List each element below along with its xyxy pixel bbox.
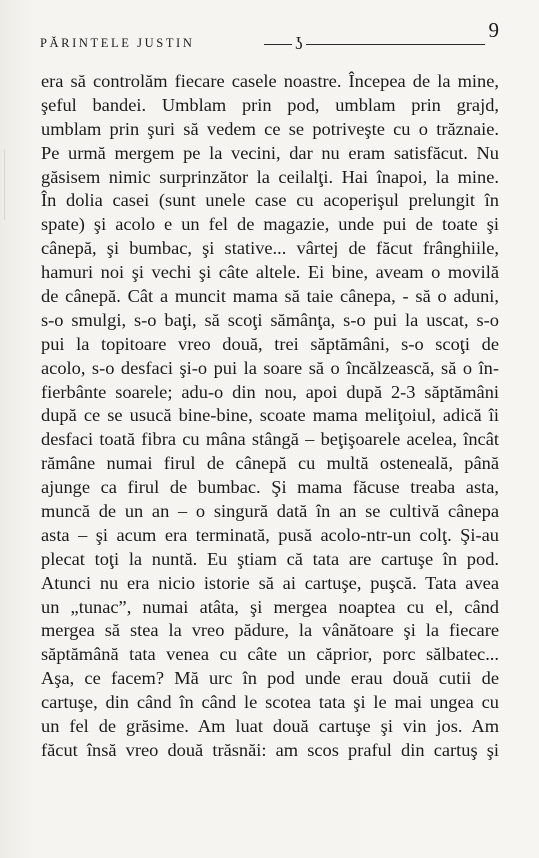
text-line: acolo, s-o desfaci şi-o pui la soare să o încălzească, să o în-	[41, 357, 499, 378]
text-line: de cânepă. Cât a muncit mama să taie cânepa, - să o aduni,	[41, 286, 499, 307]
body-text	[41, 70, 499, 763]
page-header	[40, 14, 499, 54]
text-line: asta – şi acum era terminată, pusă acolo-ntr-un colţ. Şi-au	[41, 524, 499, 545]
text-line: fierbânte soarele; adu-o din nou, apoi după 2-3 săptămâni	[41, 381, 499, 402]
text-line: umblam prin şuri să vedem ce se potriveşte cu o trăznaie.	[41, 118, 499, 139]
text-line: desfaci toată fibra cu mâna stângă – beţişoarele acelea, încât	[41, 429, 499, 450]
text-line: cânepă, şi bumbac, şi stative... vârtej de făcut frânghiile,	[41, 238, 499, 259]
text-line: săptămână tata venea cu câte un căprior, porc sălbatec...	[41, 644, 499, 665]
page-number: 9	[488, 18, 499, 42]
text-line: Aşa, ce facem? Mă urc în pod unde erau două cutii de	[41, 668, 499, 689]
text-line: şeful bandei. Umblam prin pod, umblam prin grajd,	[41, 94, 499, 115]
text-line: făcut însă vreo două trăsnăi: am scos praful din cartuş şi	[41, 739, 499, 760]
text-line: Atunci nu era nicio istorie să ai cartuşe, puşcă. Tata avea	[41, 572, 499, 593]
text-line: rămâne numai firul de cânepă cu multă osteneală, până	[41, 453, 499, 474]
text-line: pui la topitoare vreo două, trei săptămâni, s-o scoţi de	[41, 333, 499, 354]
margin-shadow	[4, 150, 11, 220]
running-head: PĂRINTELE JUSTIN	[40, 36, 195, 50]
text-line: mergea să stea la vreo pădure, la vânătoare şi la fiecare	[41, 620, 499, 641]
ornament-icon: ʖ	[292, 35, 306, 52]
text-line: plecat toţi la nuntă. Eu ştiam că tata are cartuşe în pod.	[41, 548, 499, 569]
text-line: ajunge ca firul de bumbac. Şi mama făcuse treaba asta,	[41, 477, 499, 498]
text-line: un fel de grăsime. Am luat două cartuşe şi vin jos. Am	[41, 716, 499, 737]
text-line: cartuşe, din când în când le scotea tata şi le mai ungea cu	[41, 692, 499, 713]
text-line: un „tunac”, numai atâta, şi mergea noaptea cu el, când	[41, 596, 499, 617]
text-line: În dolia casei (sunt unele case cu acoperişul prelungit în	[41, 190, 499, 211]
text-line: Pe urmă mergem pe la vecini, dar nu eram satisfăcut. Nu	[41, 142, 499, 163]
text-line: muncă de un an – o singură dată în an se cultivă cânepa	[41, 501, 499, 522]
text-line: hamuri noi şi vechi şi câte altele. Ei bine, aveam o movilă	[41, 262, 499, 283]
text-line: era să controlăm fiecare casele noastre. Începea de la mine,	[41, 71, 499, 91]
text-line: spate) şi acolo e un fel de magazie, unde pui de toate şi	[41, 214, 499, 235]
text-line: găsisem nimic surprinzător la ceilalţi. Hai înapoi, la mine.	[41, 166, 499, 187]
text-line: s-o smulgi, s-o baţi, să scoţi sămânţa, s-o pui la uscat, s-o	[41, 309, 499, 330]
text-line: după ce se usucă bine-bine, scoate mama meliţoiul, adică îi	[41, 405, 499, 426]
